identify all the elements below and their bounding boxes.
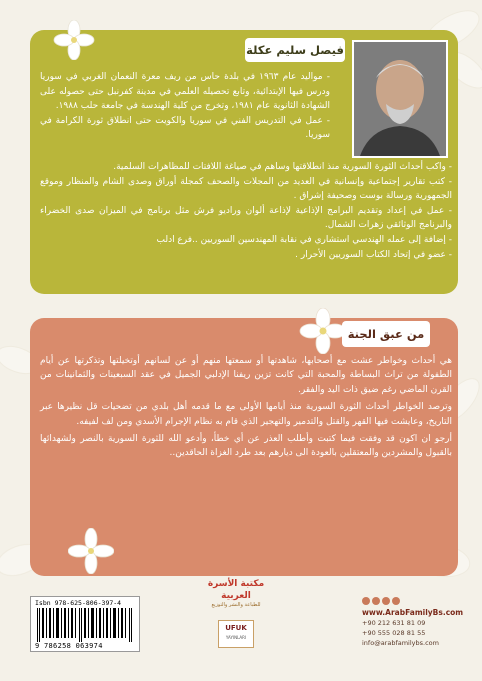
bio-line: - عمل في التدريس الفني في سوريا والكويت حتى انطلاق ثورة الكرامة في سوريا. xyxy=(40,115,330,141)
barcode-digits: 9 786258 063974 xyxy=(35,642,103,650)
bio-line: - إضافة إلى عمله الهندسي استشاري في نقابة المهندسين السوريين ..فرع ادلب xyxy=(156,234,452,245)
social-icon[interactable] xyxy=(362,597,370,605)
bio-line: - واكب أحداث الثورة السورية منذ انطلاقتها وساهم في صياغة اللافتات للمظاهرات السلمية. xyxy=(113,162,452,172)
jasmine-flower-icon xyxy=(52,20,96,64)
bio-line: - عمل في إعداد وتقديم البرامج الإذاعية لإذاعة ألوان وراديو فرش مثل برنامج في الميزان صدى الخضراء والبرنامج الوثائقي زهرات الشمال. xyxy=(40,205,452,231)
imprint-name: UFUK xyxy=(225,624,247,632)
publisher-name: مكتبة الأسرة العربية xyxy=(207,579,265,601)
jasmine-flower-icon xyxy=(68,528,114,578)
jasmine-flower-icon xyxy=(298,308,348,358)
publisher-subtitle: للطباعة والنشر والتوزيع xyxy=(211,602,261,608)
excerpt-paragraph: هي أحداث وخواطر عشت مع أصحابها، شاهدتها أو سمعتها منهم أو عن لسانهم أوتخيلتها وتذكرتها عن أيام الطفولة من تراث البساطة والمحبة التي كانت تزين ريفنا الإدلبي الجميل في عقد السبعينات والثمانينات من القرن الماضي رغم ضيق ذات اليد والفقر. xyxy=(40,356,452,395)
social-icon[interactable] xyxy=(372,597,380,605)
social-icon[interactable] xyxy=(392,597,400,605)
email-link[interactable]: info@arabfamilybs.com xyxy=(362,639,439,647)
phone-1: +90 212 631 81 09 xyxy=(362,619,426,627)
excerpt-text xyxy=(40,354,452,464)
imprint-logo xyxy=(218,620,254,648)
imprint-subtitle: YAYINLARI xyxy=(225,635,247,640)
phone-2: +90 555 028 81 55 xyxy=(362,629,426,637)
author-bio-top xyxy=(40,70,330,143)
barcode-bars xyxy=(35,608,135,642)
author-name: فيصل سليم عكلة xyxy=(245,38,345,62)
isbn-barcode xyxy=(30,596,140,652)
excerpt-paragraph: وترصد الخواطر أحداث الثورة السورية منذ أيامها الأولى مع ما قدمه أهل بلدي من تضحيات قل نظيرها عبر التاريخ، وعايشت فيها القهر والقتل والتدمير والتهجير الذي قام به نظام الإجرام الأسدي ومن لف لفيفه. xyxy=(40,402,452,427)
bio-line: - عضو في إتحاد الكتاب السوريين الأحرار . xyxy=(295,249,452,260)
section-title: من عبق الجنة xyxy=(342,321,430,347)
publisher-contact xyxy=(362,597,462,648)
social-icons xyxy=(362,597,462,605)
excerpt-paragraph: أرجو ان اكون قد وفقت فيما كتبت وأطلب العذر عن أي خطأ، وأدعو الله للثورة السورية بالنصر ولشهدائها بالقبول والمشردين والمعتقلين بالعودة الى ديارهم بعد طرد الغزاة الحاقدين.. xyxy=(40,434,452,459)
author-photo xyxy=(352,40,448,158)
website-link[interactable]: www.ArabFamilyBs.com xyxy=(362,608,464,617)
social-icon[interactable] xyxy=(382,597,390,605)
bio-line: - كتب تقارير إجتماعية وإنسانية في العديد من المجلات والصحف كمجلة أوراق وصدى الشام والمنظار وموقع الجمهورية ورسالة بوست وصحيفة إشراق . xyxy=(40,176,452,202)
author-bio-bottom xyxy=(40,160,452,262)
isbn-text: Isbn 978-625-806-397-4 xyxy=(35,599,122,607)
bio-line: - مواليد عام ١٩٦٣ في بلدة حاس من ريف معرة النعمان الغربي في سوريا ودرس فيها الإبتدائية، وتابع تحصيله العلمي في مدينة كفرنبل حتى حصوله على الشهادة الثانوية عام ١٩٨١، وتخرج من كلية الهندسة في جامعة حلب ١٩٨٨. xyxy=(40,72,330,112)
publisher-logo xyxy=(196,578,276,614)
